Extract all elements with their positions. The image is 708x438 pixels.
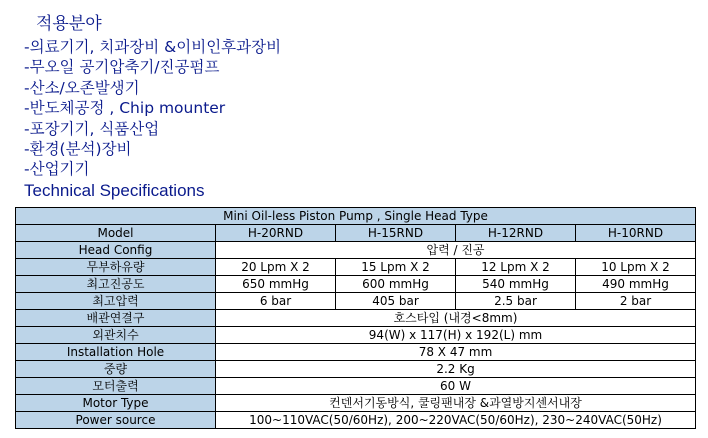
- row-value: 압력 / 진공: [216, 242, 696, 259]
- application-item: -반도체공정 , Chip mounter: [24, 99, 226, 118]
- model-header: H-15RND: [336, 225, 456, 242]
- row-value: 2.5 bar: [456, 293, 576, 310]
- row-label: Head Config: [16, 242, 216, 259]
- row-value: 600 mmHg: [336, 276, 456, 293]
- applications-list: [24, 37, 281, 180]
- table-row: [16, 344, 696, 361]
- model-label: Model: [16, 225, 216, 242]
- table-row: [16, 361, 696, 378]
- application-item: -무오일 공기압축기/진공펌프: [24, 58, 220, 77]
- model-header: H-12RND: [456, 225, 576, 242]
- row-value: 20 Lpm X 2: [216, 259, 336, 276]
- table-model-row: [16, 225, 696, 242]
- row-value: 12 Lpm X 2: [456, 259, 576, 276]
- table-row: [16, 293, 696, 310]
- table-row: [16, 259, 696, 276]
- row-label: 최고진공도: [16, 276, 216, 293]
- row-value: 2 bar: [576, 293, 696, 310]
- section-heading-applications: 적용분야: [36, 14, 102, 34]
- row-value: 405 bar: [336, 293, 456, 310]
- row-value: 15 Lpm X 2: [336, 259, 456, 276]
- row-value: 2.2 Kg: [216, 361, 696, 378]
- row-label: 모터출력: [16, 378, 216, 395]
- table-title: Mini Oil-less Piston Pump , Single Head Type: [16, 208, 696, 225]
- row-value: 6 bar: [216, 293, 336, 310]
- row-value: 540 mmHg: [456, 276, 576, 293]
- table-row: [16, 327, 696, 344]
- row-value: 650 mmHg: [216, 276, 336, 293]
- application-item: -포장기기, 식품산업: [24, 119, 160, 138]
- row-value: 호스타입 (내경<8mm): [216, 310, 696, 327]
- row-value: 78 X 47 mm: [216, 344, 696, 361]
- row-label: 최고압력: [16, 293, 216, 310]
- row-value: 컨덴서기동방식, 쿨링팬내장 &과열방지센서내장: [216, 395, 696, 412]
- row-label: 중량: [16, 361, 216, 378]
- row-label: Motor Type: [16, 395, 216, 412]
- row-value: 10 Lpm X 2: [576, 259, 696, 276]
- spec-table: [15, 207, 696, 429]
- table-row: [16, 276, 696, 293]
- row-value: 490 mmHg: [576, 276, 696, 293]
- application-item: -의료기기, 치과장비 &이비인후과장비: [24, 38, 282, 56]
- row-label: Power source: [16, 412, 216, 429]
- table-row: [16, 242, 696, 259]
- row-value: 60 W: [216, 378, 696, 395]
- application-item: -산소/오존발생기: [24, 78, 140, 97]
- table-row: [16, 310, 696, 327]
- model-header: H-10RND: [576, 225, 696, 242]
- table-row: [16, 412, 696, 429]
- table-row: [16, 378, 696, 395]
- application-item: -산업기기: [24, 160, 90, 179]
- table-title-row: [16, 208, 696, 225]
- row-label: 무부하유량: [16, 259, 216, 276]
- row-value: 94(W) x 117(H) x 192(L) mm: [216, 327, 696, 344]
- row-label: 외관치수: [16, 327, 216, 344]
- model-header: H-20RND: [216, 225, 336, 242]
- application-item: -환경(분석)장비: [24, 139, 132, 158]
- row-value: 100~110VAC(50/60Hz), 200~220VAC(50/60Hz), 230~240VAC(50Hz): [216, 412, 696, 429]
- row-label: 배관연결구: [16, 310, 216, 327]
- row-label: Installation Hole: [16, 344, 216, 361]
- spec-title: Technical Specifications: [24, 181, 205, 200]
- table-row: [16, 395, 696, 412]
